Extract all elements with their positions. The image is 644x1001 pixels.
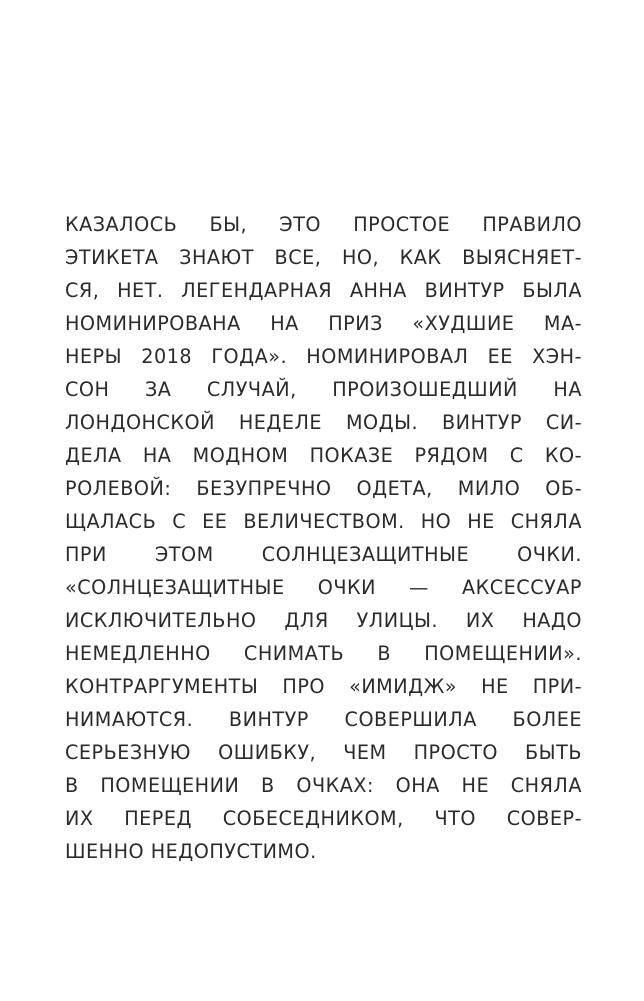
text-line: ЛОНДОНСКОЙ НЕДЕЛЕ МОДЫ. ВИНТУР СИ- (65, 411, 582, 434)
text-line: НОМИНИРОВАНА НА ПРИЗ «ХУДШИЕ МА- (65, 312, 582, 335)
text-line: НИМАЮТСЯ. ВИНТУР СОВЕРШИЛА БОЛЕЕ (65, 708, 582, 731)
text-line: РОЛЕВОЙ: БЕЗУПРЕЧНО ОДЕТА, МИЛО ОБ- (65, 477, 582, 500)
text-line: СОН ЗА СЛУЧАЙ, ПРОИЗОШЕДШИЙ НА (65, 378, 582, 401)
text-line: ПРИ ЭТОМ СОЛНЦЕЗАЩИТНЫЕ ОЧКИ. (65, 543, 582, 566)
text-line: НЕМЕДЛЕННО СНИМАТЬ В ПОМЕЩЕНИИ». (65, 642, 582, 665)
text-line: ДЕЛА НА МОДНОМ ПОКАЗЕ РЯДОМ С КО- (65, 444, 582, 467)
text-line: ЩАЛАСЬ С ЕЕ ВЕЛИЧЕСТВОМ. НО НЕ СНЯЛА (65, 510, 582, 533)
text-line: «СОЛНЦЕЗАЩИТНЫЕ ОЧКИ — АКСЕССУАР (65, 576, 582, 599)
text-line: В ПОМЕЩЕНИИ В ОЧКАХ: ОНА НЕ СНЯЛА (65, 774, 582, 797)
body-paragraph (65, 208, 582, 868)
text-line: СЯ, НЕТ. ЛЕГЕНДАРНАЯ АННА ВИНТУР БЫЛА (65, 279, 582, 302)
text-line: ЭТИКЕТА ЗНАЮТ ВСЕ, НО, КАК ВЫЯСНЯЕТ- (65, 246, 582, 269)
text-line: ИХ ПЕРЕД СОБЕСЕДНИКОМ, ЧТО СОВЕР- (65, 807, 582, 830)
text-line: ШЕННО НЕДОПУСТИМО. (65, 840, 317, 863)
text-line: КОНТРАРГУМЕНТЫ ПРО «ИМИДЖ» НЕ ПРИ- (65, 675, 582, 698)
text-line: ИСКЛЮЧИТЕЛЬНО ДЛЯ УЛИЦЫ. ИХ НАДО (65, 609, 582, 632)
text-line: СЕРЬЕЗНУЮ ОШИБКУ, ЧЕМ ПРОСТО БЫТЬ (65, 741, 582, 764)
text-line: НЕРЫ 2018 ГОДА». НОМИНИРОВАЛ ЕЕ ХЭН- (65, 345, 582, 368)
text-line: КАЗАЛОСЬ БЫ, ЭТО ПРОСТОЕ ПРАВИЛО (65, 213, 582, 236)
